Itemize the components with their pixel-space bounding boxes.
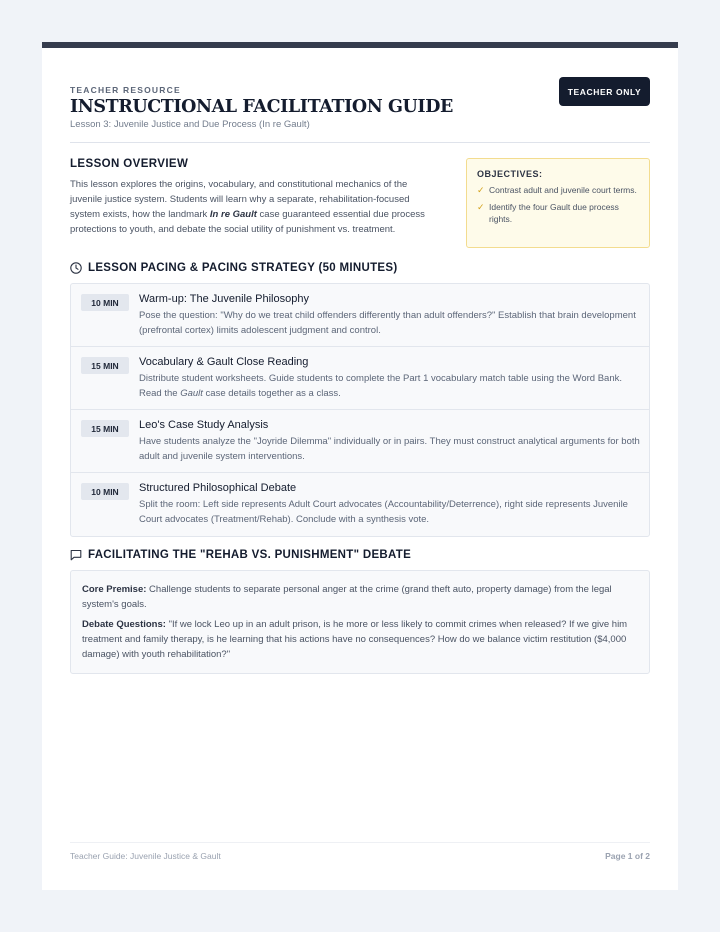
page-title: INSTRUCTIONAL FACILITATION GUIDE [70, 97, 453, 117]
objective-item [477, 184, 639, 197]
clock-icon [70, 262, 82, 274]
debate-questions-text: "If we lock Leo up in an adult prison, is he more or less likely to commit crimes when released? If we give him treatment and family therapy, is he learning that his actions have no consequences? How do we balance victim restitution ($4,000 damage) with youth rehabilitation?" [82, 619, 628, 660]
pacing-item [71, 347, 649, 410]
description-part: Split the room: Left side represents Adult Court advocates (Accountability/Deterrence), right side represents Juvenile Court advocates (Treatment/Rehab). Conclude with a synthesis vote. [139, 499, 628, 525]
objective-text: Identify the four Gault due process rights. [489, 201, 619, 224]
footer-doc-title: Teacher Guide: Juvenile Justice & Gault [70, 851, 221, 861]
overview-text-part: This lesson explores the origins, vocabulary, and constitutional mechanics of the juvenile justice system. Students will learn why a separate, rehabilitation-focused system exists, how the landmark [70, 179, 410, 220]
pacing-item-title: Vocabulary & Gault Close Reading [139, 356, 309, 368]
check-icon: ✓ [477, 185, 485, 195]
check-icon: ✓ [477, 201, 485, 212]
description-part: case details together as a class. [202, 387, 341, 399]
case-name-emphasis: In re Gault [209, 209, 257, 220]
description-part: Pose the question: "Why do we treat child offenders differently than adult offenders?" Establish that brain development (prefrontal cortex) limits adolescent judgment and control. [139, 310, 636, 336]
description-part: Have students analyze the "Joyride Dilemma" individually or in pairs. They must construct analytical arguments for both adult and juvenile system interventions. [139, 436, 640, 462]
core-premise-label: Core Premise: [82, 584, 147, 595]
header-divider [70, 142, 650, 143]
objectives-box [466, 158, 650, 248]
overview-text [70, 177, 432, 237]
kicker-label: TEACHER RESOURCE [70, 85, 181, 95]
core-premise [82, 582, 638, 612]
chat-bubble-icon [70, 549, 82, 561]
pacing-item [71, 473, 649, 536]
overview-text-part: case guaranteed essential due process protections to youth, and debate the social utility of punishment vs. treatment. [70, 209, 425, 235]
objective-item [477, 201, 639, 226]
duration-badge: 15 MIN [81, 420, 129, 437]
pacing-item-description [139, 498, 644, 527]
debate-notes [70, 570, 650, 674]
duration-badge: 10 MIN [81, 294, 129, 311]
teacher-only-badge: TEACHER ONLY [559, 77, 650, 106]
debate-heading-label: FACILITATING THE "REHAB VS. PUNISHMENT" DEBATE [88, 549, 412, 561]
overview-heading: LESSON OVERVIEW [70, 158, 189, 170]
pacing-item [71, 410, 649, 473]
guide-page [42, 42, 678, 890]
core-premise-text: Challenge students to separate personal anger at the crime (grand theft auto, property damage) from the legal system's goals. [82, 584, 612, 610]
pacing-item-description [139, 435, 644, 464]
pacing-heading [70, 262, 397, 274]
pacing-heading-label: LESSON PACING & PACING STRATEGY (50 MINUTES) [88, 262, 398, 274]
page-subtitle: Lesson 3: Juvenile Justice and Due Process (In re Gault) [70, 119, 310, 130]
pacing-item-title: Warm-up: The Juvenile Philosophy [139, 293, 309, 305]
objectives-heading: OBJECTIVES: [477, 169, 543, 179]
pacing-item [71, 284, 649, 347]
pacing-item-title: Leo's Case Study Analysis [139, 419, 269, 431]
debate-questions [82, 617, 638, 662]
footer-divider [70, 842, 650, 843]
pacing-list [70, 283, 650, 537]
pacing-item-title: Structured Philosophical Debate [139, 482, 297, 494]
debate-heading [70, 549, 411, 561]
top-accent-bar [42, 42, 678, 48]
debate-questions-label: Debate Questions: [82, 619, 166, 630]
description-part: Distribute student worksheets. Guide students to complete the Part 1 vocabulary match table using the Word Bank. Read the [139, 373, 622, 399]
page-number: Page 1 of 2 [605, 851, 650, 861]
objective-text: Contrast adult and juvenile court terms. [489, 185, 637, 195]
duration-badge: 15 MIN [81, 357, 129, 374]
pacing-item-description [139, 372, 644, 401]
case-name-emphasis: Gault [180, 387, 203, 399]
pacing-item-description [139, 309, 644, 338]
duration-badge: 10 MIN [81, 483, 129, 500]
